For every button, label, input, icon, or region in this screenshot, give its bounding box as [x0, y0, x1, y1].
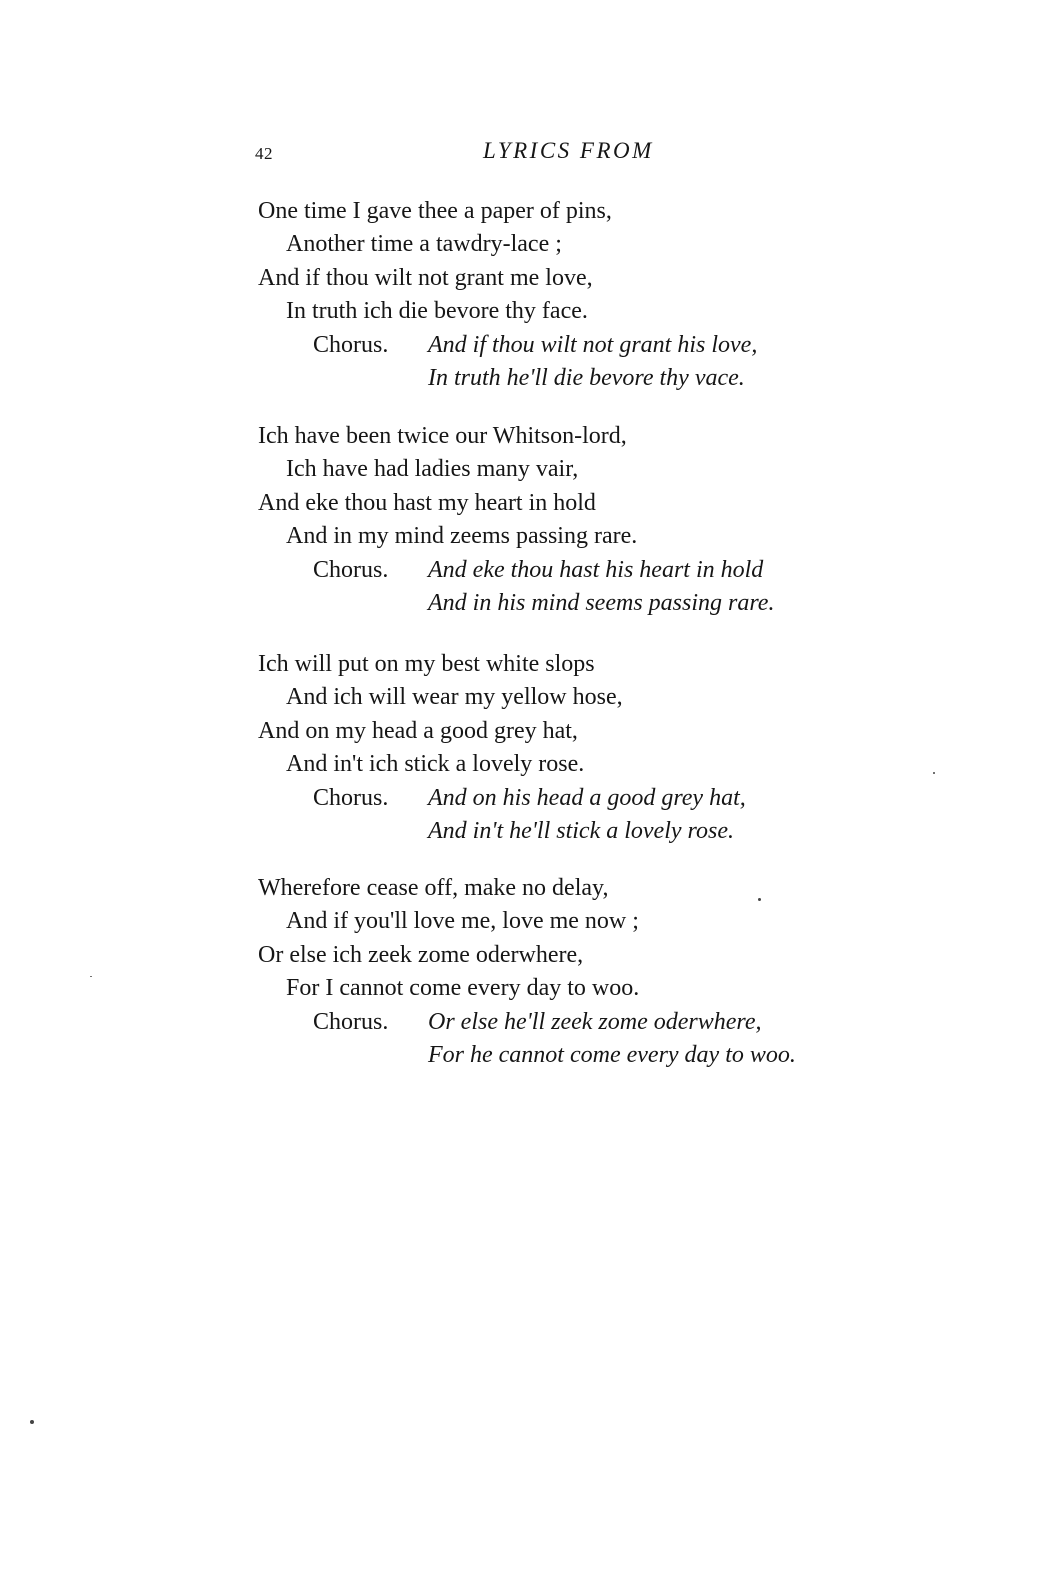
verse-line: Ich will put on my best white slops — [258, 651, 595, 677]
chorus-line: And in his mind seems passing rare. — [428, 589, 775, 616]
verse-line: Ich have had ladies many vair, — [286, 456, 579, 483]
scan-speck — [933, 772, 935, 774]
stanza-4 — [258, 872, 796, 1072]
chorus-line: And in't he'll stick a lovely rose. — [428, 817, 734, 844]
verse-line: And if thou wilt not grant me love, — [258, 264, 593, 291]
chorus-line: For he cannot come every day to woo. — [428, 1041, 796, 1068]
verse-line: Another time a tawdry-lace ; — [286, 231, 562, 258]
chorus-label: Chorus. — [313, 556, 389, 583]
chorus-line: And eke thou hast his heart in hold — [428, 556, 764, 583]
chorus-row — [258, 362, 745, 395]
chorus-row — [258, 587, 775, 620]
verse-line: And ich will wear my yellow hose, — [286, 684, 623, 711]
chorus-row — [258, 554, 764, 587]
stanza-3 — [258, 648, 746, 848]
page-number: 42 — [255, 144, 273, 163]
verse-line: Or else ich zeek zome oderwhere, — [258, 941, 584, 968]
chorus-line: And if thou wilt not grant his love, — [428, 331, 758, 358]
stanza-2 — [258, 420, 775, 620]
verse-line: In truth ich die bevore thy face. — [286, 298, 588, 325]
stanza-1 — [258, 195, 758, 395]
verse-line: Ich have been twice our Whitson-lord, — [258, 423, 627, 449]
verse-line: Wherefore cease off, make no delay, — [258, 875, 609, 901]
chorus-line: In truth he'll die bevore thy vace. — [428, 364, 745, 391]
chorus-label: Chorus. — [313, 1008, 389, 1035]
verse-line: And if you'll love me, love me now ; — [286, 908, 639, 935]
scan-speck — [30, 1420, 34, 1424]
scan-speck — [90, 976, 92, 977]
verse-line: And in't ich stick a lovely rose. — [286, 751, 585, 778]
verse-line: For I cannot come every day to woo. — [286, 975, 640, 1002]
chorus-row — [258, 782, 746, 815]
verse-line: And on my head a good grey hat, — [258, 717, 578, 744]
chorus-row — [258, 1006, 762, 1039]
chorus-line: Or else he'll zeek zome oderwhere, — [428, 1008, 762, 1035]
verse-line: One time I gave thee a paper of pins, — [258, 198, 612, 224]
chorus-row — [258, 1039, 796, 1072]
scan-speck — [758, 898, 761, 901]
chorus-label: Chorus. — [313, 784, 389, 811]
chorus-row — [258, 329, 758, 362]
chorus-label: Chorus. — [313, 331, 389, 358]
chorus-row — [258, 815, 734, 848]
running-title: LYRICS FROM — [483, 138, 654, 163]
verse-line: And eke thou hast my heart in hold — [258, 489, 596, 516]
chorus-line: And on his head a good grey hat, — [428, 784, 746, 811]
verse-line: And in my mind zeems passing rare. — [286, 523, 638, 550]
